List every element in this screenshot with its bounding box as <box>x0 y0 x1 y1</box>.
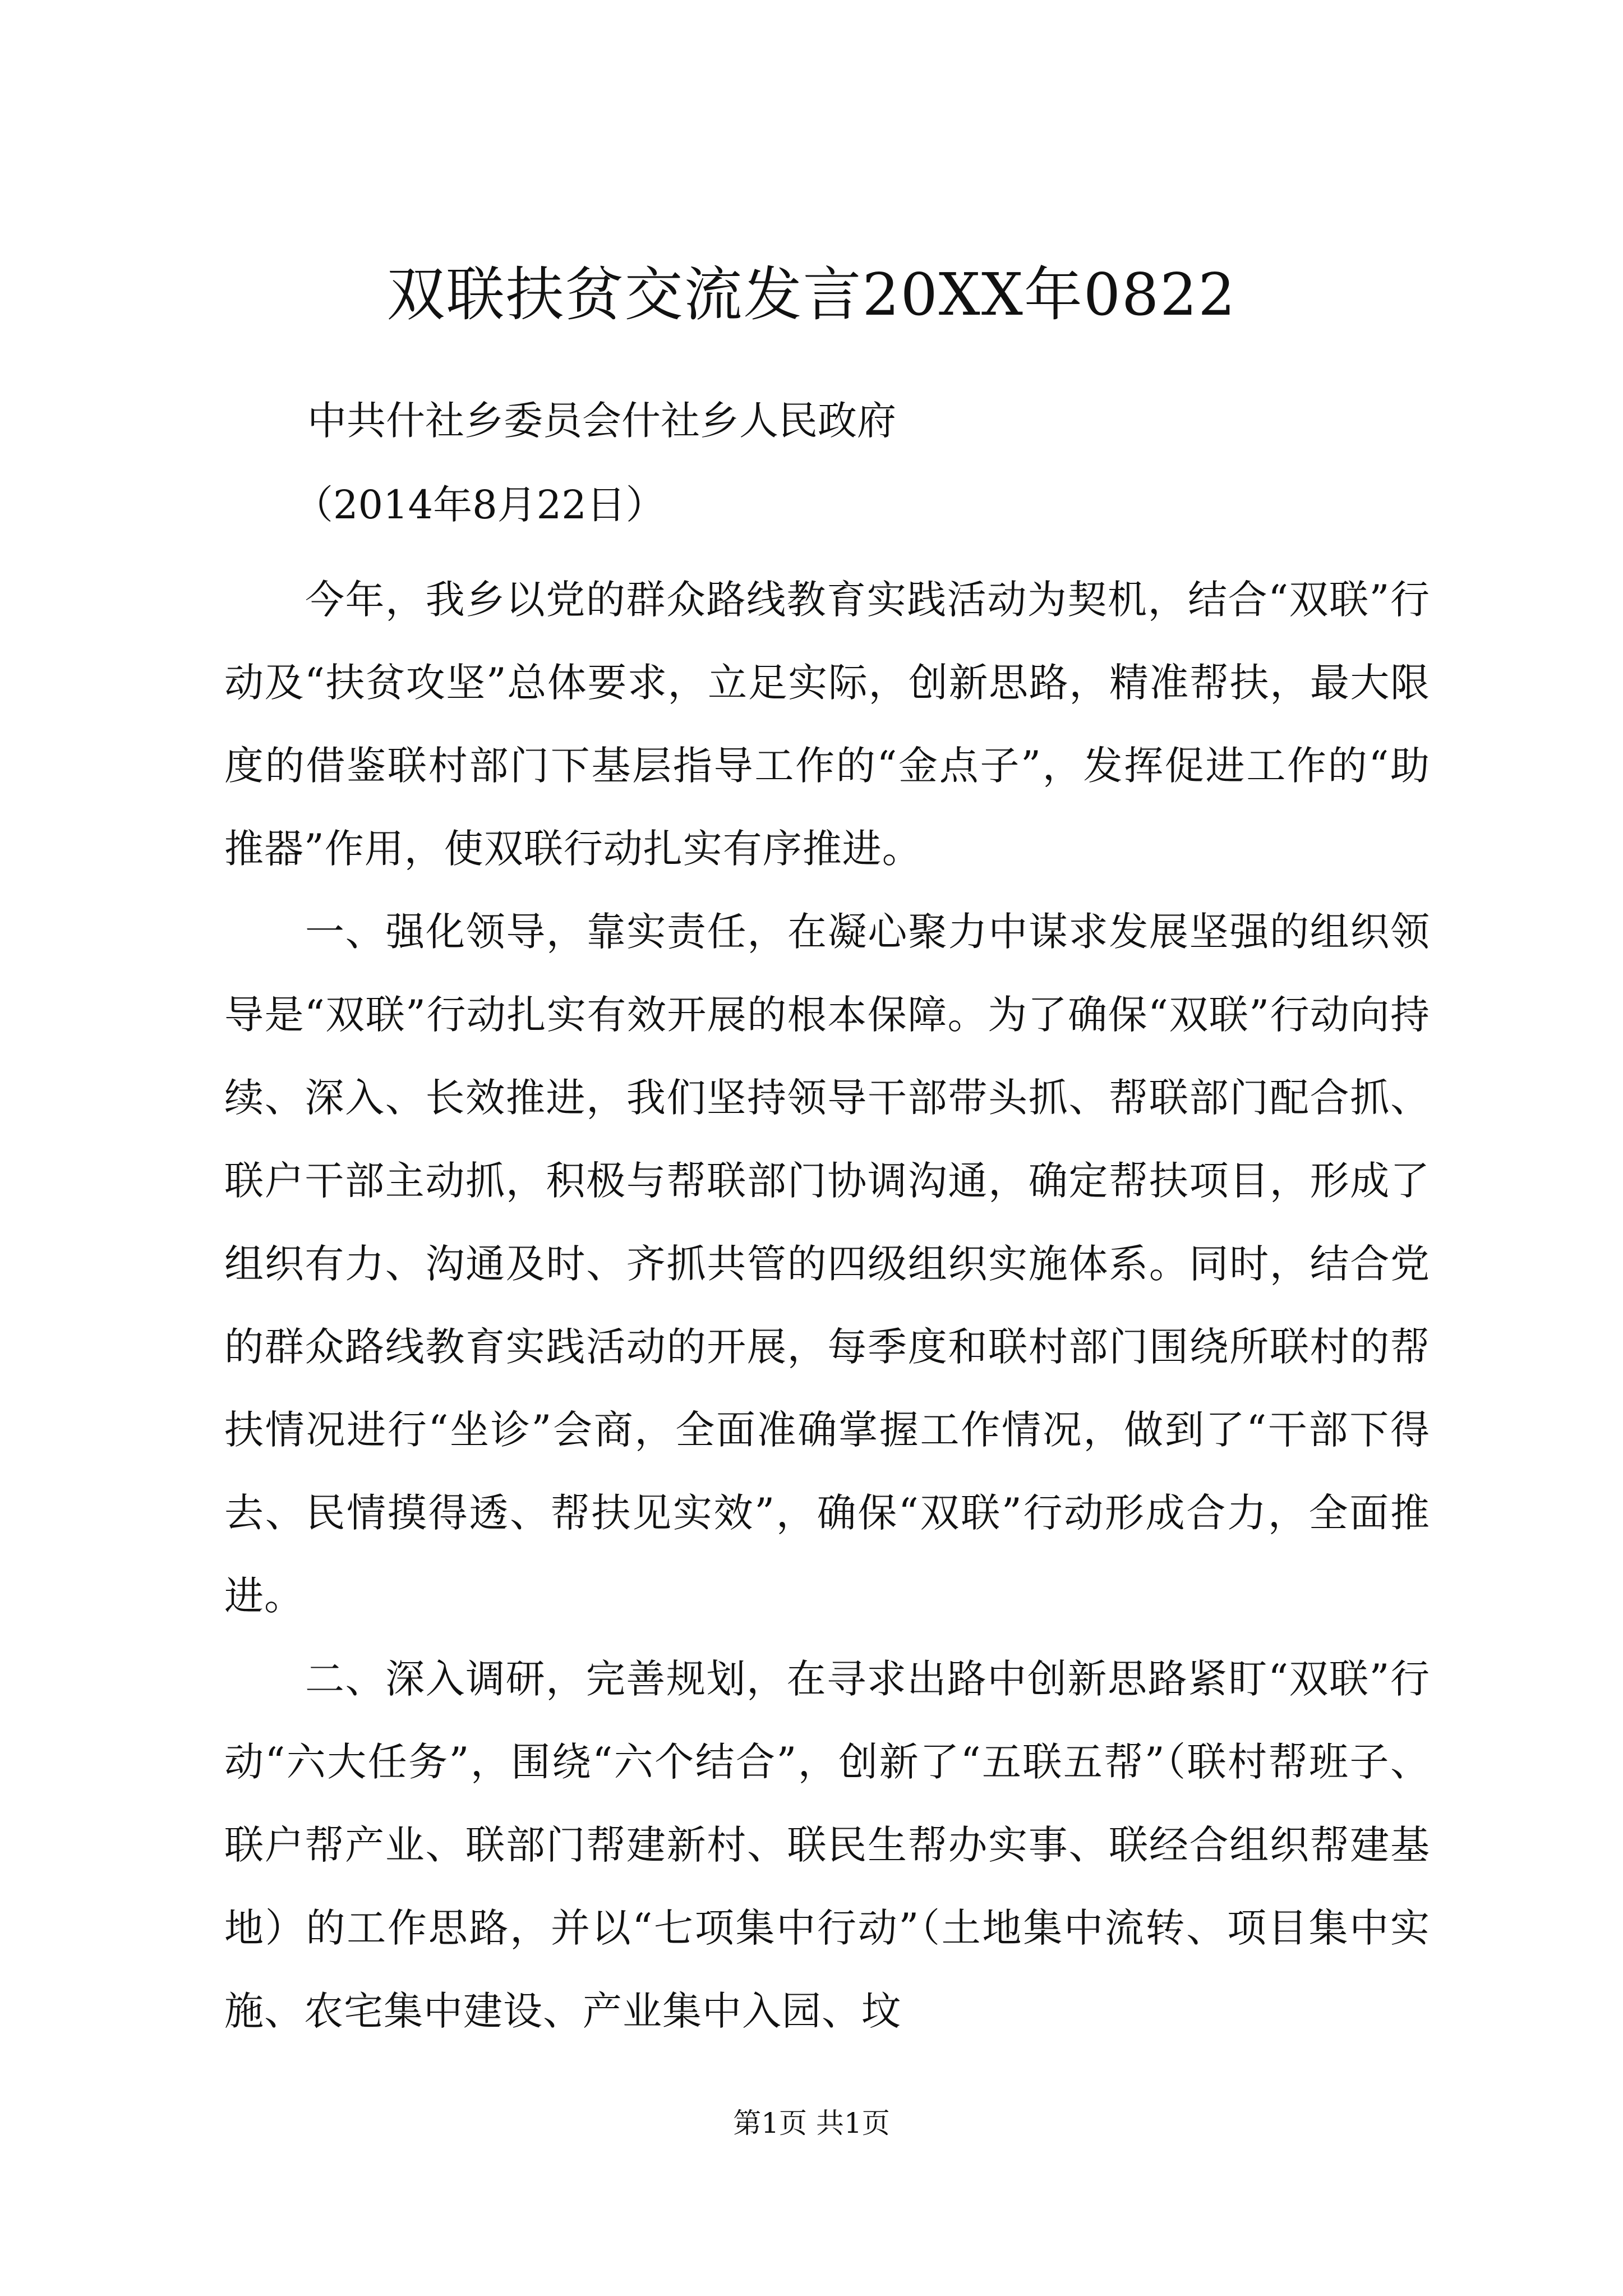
paragraph-section-one: 一、强化领导，靠实责任，在凝心聚力中谋求发展坚强的组织领导是“双联”行动扎实有效开展的根本保障。为了确保“双联”行动向持续、深入、长效推进，我们坚持领导干部带头抓、帮联部门配合抓、联户干部主动抓，积极与帮联部门协调沟通，确定帮扶项目，形成了组织有力、沟通及时、齐抓共管的四级组织实施体系。同时，结合党的群众路线教育实践活动的开展，每季度和联村部门围绕所联村的帮扶情况进行“坐诊”会商，全面准确掌握工作情况，做到了“干部下得去、民情摸得透、帮扶见实效”，确保“双联”行动形成合力，全面推进。 <box>224 909 1430 1619</box>
document-body <box>224 558 1430 2053</box>
document-title: 双联扶贫交流发言20XX年0822 <box>386 260 1237 329</box>
page-number-footer: 第1页 共1页 <box>733 2107 890 2139</box>
document-date: （2014年8月22日） <box>294 482 665 528</box>
paragraph-section-two: 二、深入调研，完善规划，在寻求出路中创新思路紧盯“双联”行动“六大任务”，围绕“六个结合”，创新了“五联五帮”（联村帮班子、联户帮产业、联部门帮建新村、联民生帮办实事、联经合组织帮建基地）的工作思路，并以“七项集中行动”（土地集中流转、项目集中实施、农宅集中建设、产业集中入园、坟 <box>224 1656 1430 2034</box>
issuing-organization: 中共什社乡委员会什社乡人民政府 <box>307 398 896 444</box>
paragraph-intro: 今年，我乡以党的群众路线教育实践活动为契机，结合“双联”行动及“扶贫攻坚”总体要求，立足实际，创新思路，精准帮扶，最大限度的借鉴联村部门下基层指导工作的“金点子”，发挥促进工作的“助推器”作用，使双联行动扎实有序推进。 <box>224 577 1430 872</box>
